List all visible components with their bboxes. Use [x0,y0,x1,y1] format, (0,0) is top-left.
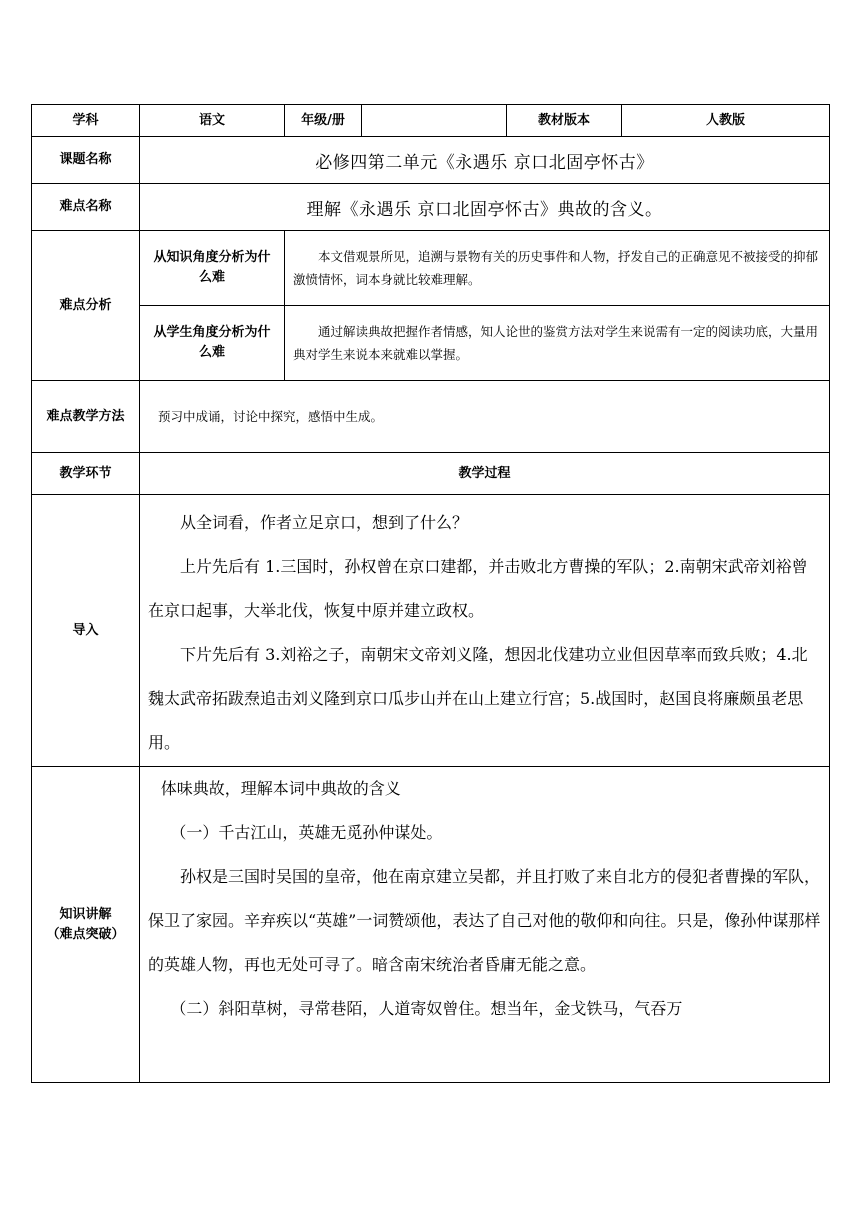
difficulty-analysis-label: 难点分析 [32,231,140,381]
knowledge-item1-text: 孙权是三国时吴国的皇帝，他在南京建立吴都，并且打败了来自北方的侵犯者曹操的军队，保卫了家园。辛弃疾以“英雄”一词赞颂他，表达了自己对他的敬仰和向往。只是，像孙仲谋那样的英雄人物，再也无处可寻了。暗含南宋统治者昏庸无能之意。 [148,867,821,974]
edition-value: 人教版 [622,105,830,137]
intro-paragraph: 上片先后有 1.三国时，孙权曾在京口建都，并击败北方曹操的军队；2.南朝宋武帝刘裕曾在京口起事，大举北伐，恢复中原并建立政权。 [148,556,808,620]
method-label: 难点教学方法 [32,381,140,453]
subject-value: 语文 [140,105,285,137]
method-row [32,381,830,453]
edition-label: 教材版本 [507,105,622,137]
intro-content [140,495,830,767]
header-row [32,105,830,137]
knowledge-label-line1: 知识讲解 [59,906,112,922]
knowledge-heading: 体味典故，理解本词中典故的含义 [160,779,401,798]
knowledge-analysis-row [32,231,830,306]
lesson-title-row [32,137,830,184]
grade-value [362,105,507,137]
subject-label: 学科 [32,105,140,137]
knowledge-item1: （一）千古江山，英雄无觅孙仲谋处。 [170,823,443,842]
method-text: 预习中成诵，讨论中探究，感悟中生成。 [140,381,830,453]
difficulty-name-row [32,184,830,231]
knowledge-row [32,767,830,1083]
lesson-plan-table [31,104,830,1083]
stage-label: 教学环节 [32,453,140,495]
knowledge-label-line2: （难点突破） [46,926,125,942]
intro-paragraph: 从全词看，作者立足京口，想到了什么？ [180,512,469,532]
difficulty-name-value: 理解《永遇乐 京口北固亭怀古》典故的含义。 [140,184,830,231]
knowledge-angle-label: 从知识角度分析为什么难 [140,231,285,306]
process-header-row [32,453,830,495]
knowledge-item2: （二）斜阳草树，寻常巷陌，人道寄奴曾住。想当年，金戈铁马，气吞万 [170,999,683,1018]
knowledge-label [32,767,140,1083]
intro-row [32,495,830,767]
intro-label: 导入 [32,495,140,767]
student-analysis-row [32,306,830,381]
grade-label: 年级/册 [285,105,362,137]
lesson-title-value: 必修四第二单元《永遇乐 京口北固亭怀古》 [140,137,830,184]
difficulty-name-label: 难点名称 [32,184,140,231]
student-angle-text: 通过解读典故把握作者情感，知人论世的鉴赏方法对学生来说需有一定的阅读功底，大量用典对学生来说本来就难以掌握。 [285,306,830,381]
lesson-title-label: 课题名称 [32,137,140,184]
student-angle-label: 从学生角度分析为什么难 [140,306,285,381]
process-label: 教学过程 [140,453,830,495]
knowledge-angle-text: 本文借观景所见，追溯与景物有关的历史事件和人物，抒发自己的正确意见不被接受的抑郁激愤情怀，词本身就比较难理解。 [285,231,830,306]
intro-paragraph: 下片先后有 3.刘裕之子，南朝宋文帝刘义隆，想因北伐建功立业但因草率而致兵败；4.北魏太武帝拓跋焘追击刘义隆到京口瓜步山并在山上建立行宫；5.战国时，赵国良将廉颇虽老思用。 [148,644,808,752]
knowledge-content [140,767,830,1083]
